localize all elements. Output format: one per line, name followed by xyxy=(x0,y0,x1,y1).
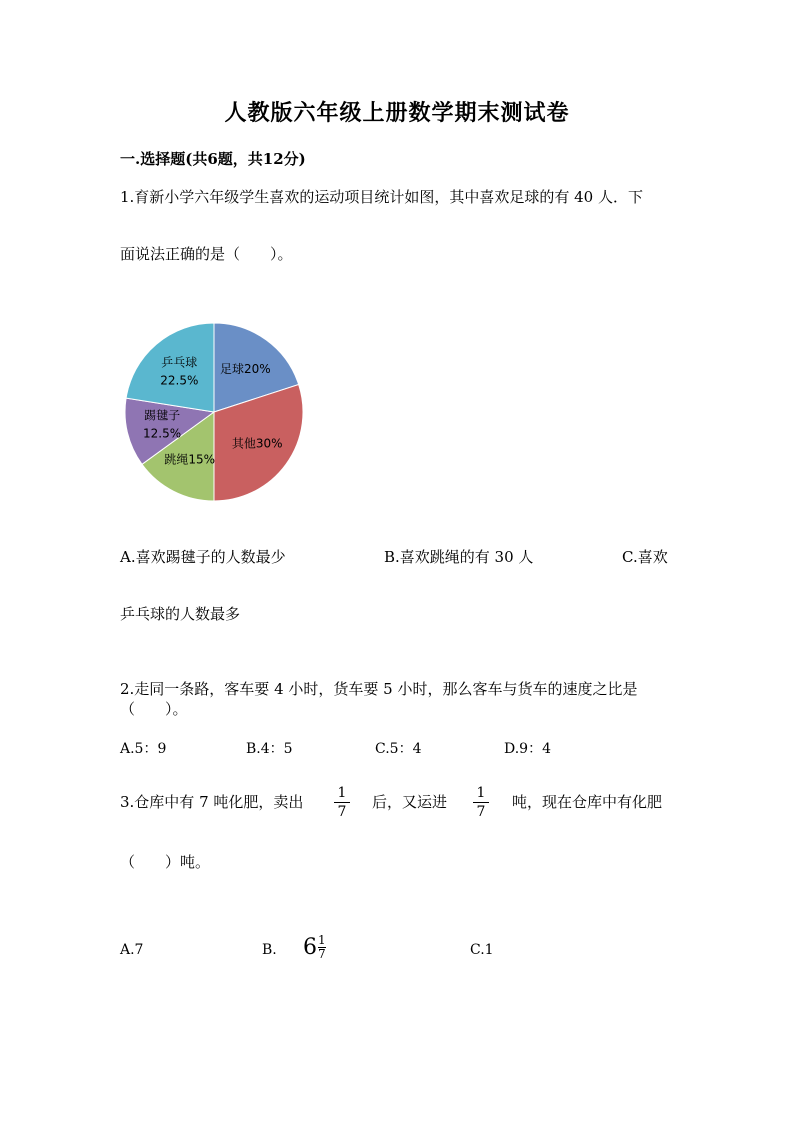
pie-slice-label-1-0: 其他30% xyxy=(231,436,283,451)
q2-text-line1: 2.走同一条路，客车要 4 小时，货车要 5 小时，那么客车与货车的速度之比是 xyxy=(120,680,638,698)
q1-option-c-continued: 乒乓球的人数最多 xyxy=(120,605,241,623)
q3-fraction-1-denominator: 7 xyxy=(337,804,347,820)
q3-option-b-whole: 6 xyxy=(303,935,317,960)
q2-text-line2: （ ）。 xyxy=(120,700,188,718)
q3-text-part1: 3.仓库中有 7 吨化肥，卖出 xyxy=(120,793,304,811)
q3-option-b-denominator: 7 xyxy=(318,947,326,961)
pie-slice-label-3-0: 踢毽子 xyxy=(144,408,181,423)
q1-option-a[interactable]: A.喜欢踢毽子的人数最少 xyxy=(120,548,286,566)
pie-slice-label-0-0: 足球20% xyxy=(220,361,271,376)
pie-slice-label-2-0: 跳绳15% xyxy=(164,452,216,467)
q3-fraction-2 xyxy=(473,784,489,821)
q3-option-b[interactable]: B. xyxy=(262,942,277,958)
q3-text-part2: 后，又运进 xyxy=(372,793,448,811)
q3-fraction-2-denominator: 7 xyxy=(476,804,486,820)
q3-option-b-numerator: 1 xyxy=(318,933,326,947)
q3-fraction-1 xyxy=(334,784,350,821)
q2-option-a[interactable]: A.5：9 xyxy=(120,741,167,757)
pie-slice-label-3-1: 12.5% xyxy=(143,426,182,441)
q2-option-b[interactable]: B.4：5 xyxy=(246,741,293,757)
q2-option-d[interactable]: D.9：4 xyxy=(504,741,551,757)
page-title: 人教版六年级上册数学期末测试卷 xyxy=(224,100,570,126)
pie-slice-label-4-0: 乒乓球 xyxy=(161,355,198,370)
q3-option-b-mixed-number xyxy=(303,934,326,961)
pie-chart xyxy=(114,314,314,514)
q2-option-c[interactable]: C.5：4 xyxy=(375,741,422,757)
q3-option-a[interactable]: A.7 xyxy=(120,942,144,958)
q1-option-c[interactable]: C.喜欢 xyxy=(622,548,668,566)
section-heading: 一.选择题(共6题，共12分) xyxy=(120,150,306,168)
q3-fraction-2-numerator: 1 xyxy=(473,784,489,803)
pie-slice-label-4-1: 22.5% xyxy=(160,373,199,388)
q3-option-c[interactable]: C.1 xyxy=(470,942,494,958)
q3-text-line2: （ ）吨。 xyxy=(120,853,211,871)
q3-text-part3: 吨，现在仓库中有化肥 xyxy=(512,793,663,811)
q1-option-b[interactable]: B.喜欢跳绳的有 30 人 xyxy=(384,548,534,566)
q1-text-line1: 1.育新小学六年级学生喜欢的运动项目统计如图，其中喜欢足球的有 40 人．下 xyxy=(120,188,643,206)
q1-text-line2: 面说法正确的是（ ）。 xyxy=(120,245,293,263)
q3-fraction-1-numerator: 1 xyxy=(334,784,350,803)
